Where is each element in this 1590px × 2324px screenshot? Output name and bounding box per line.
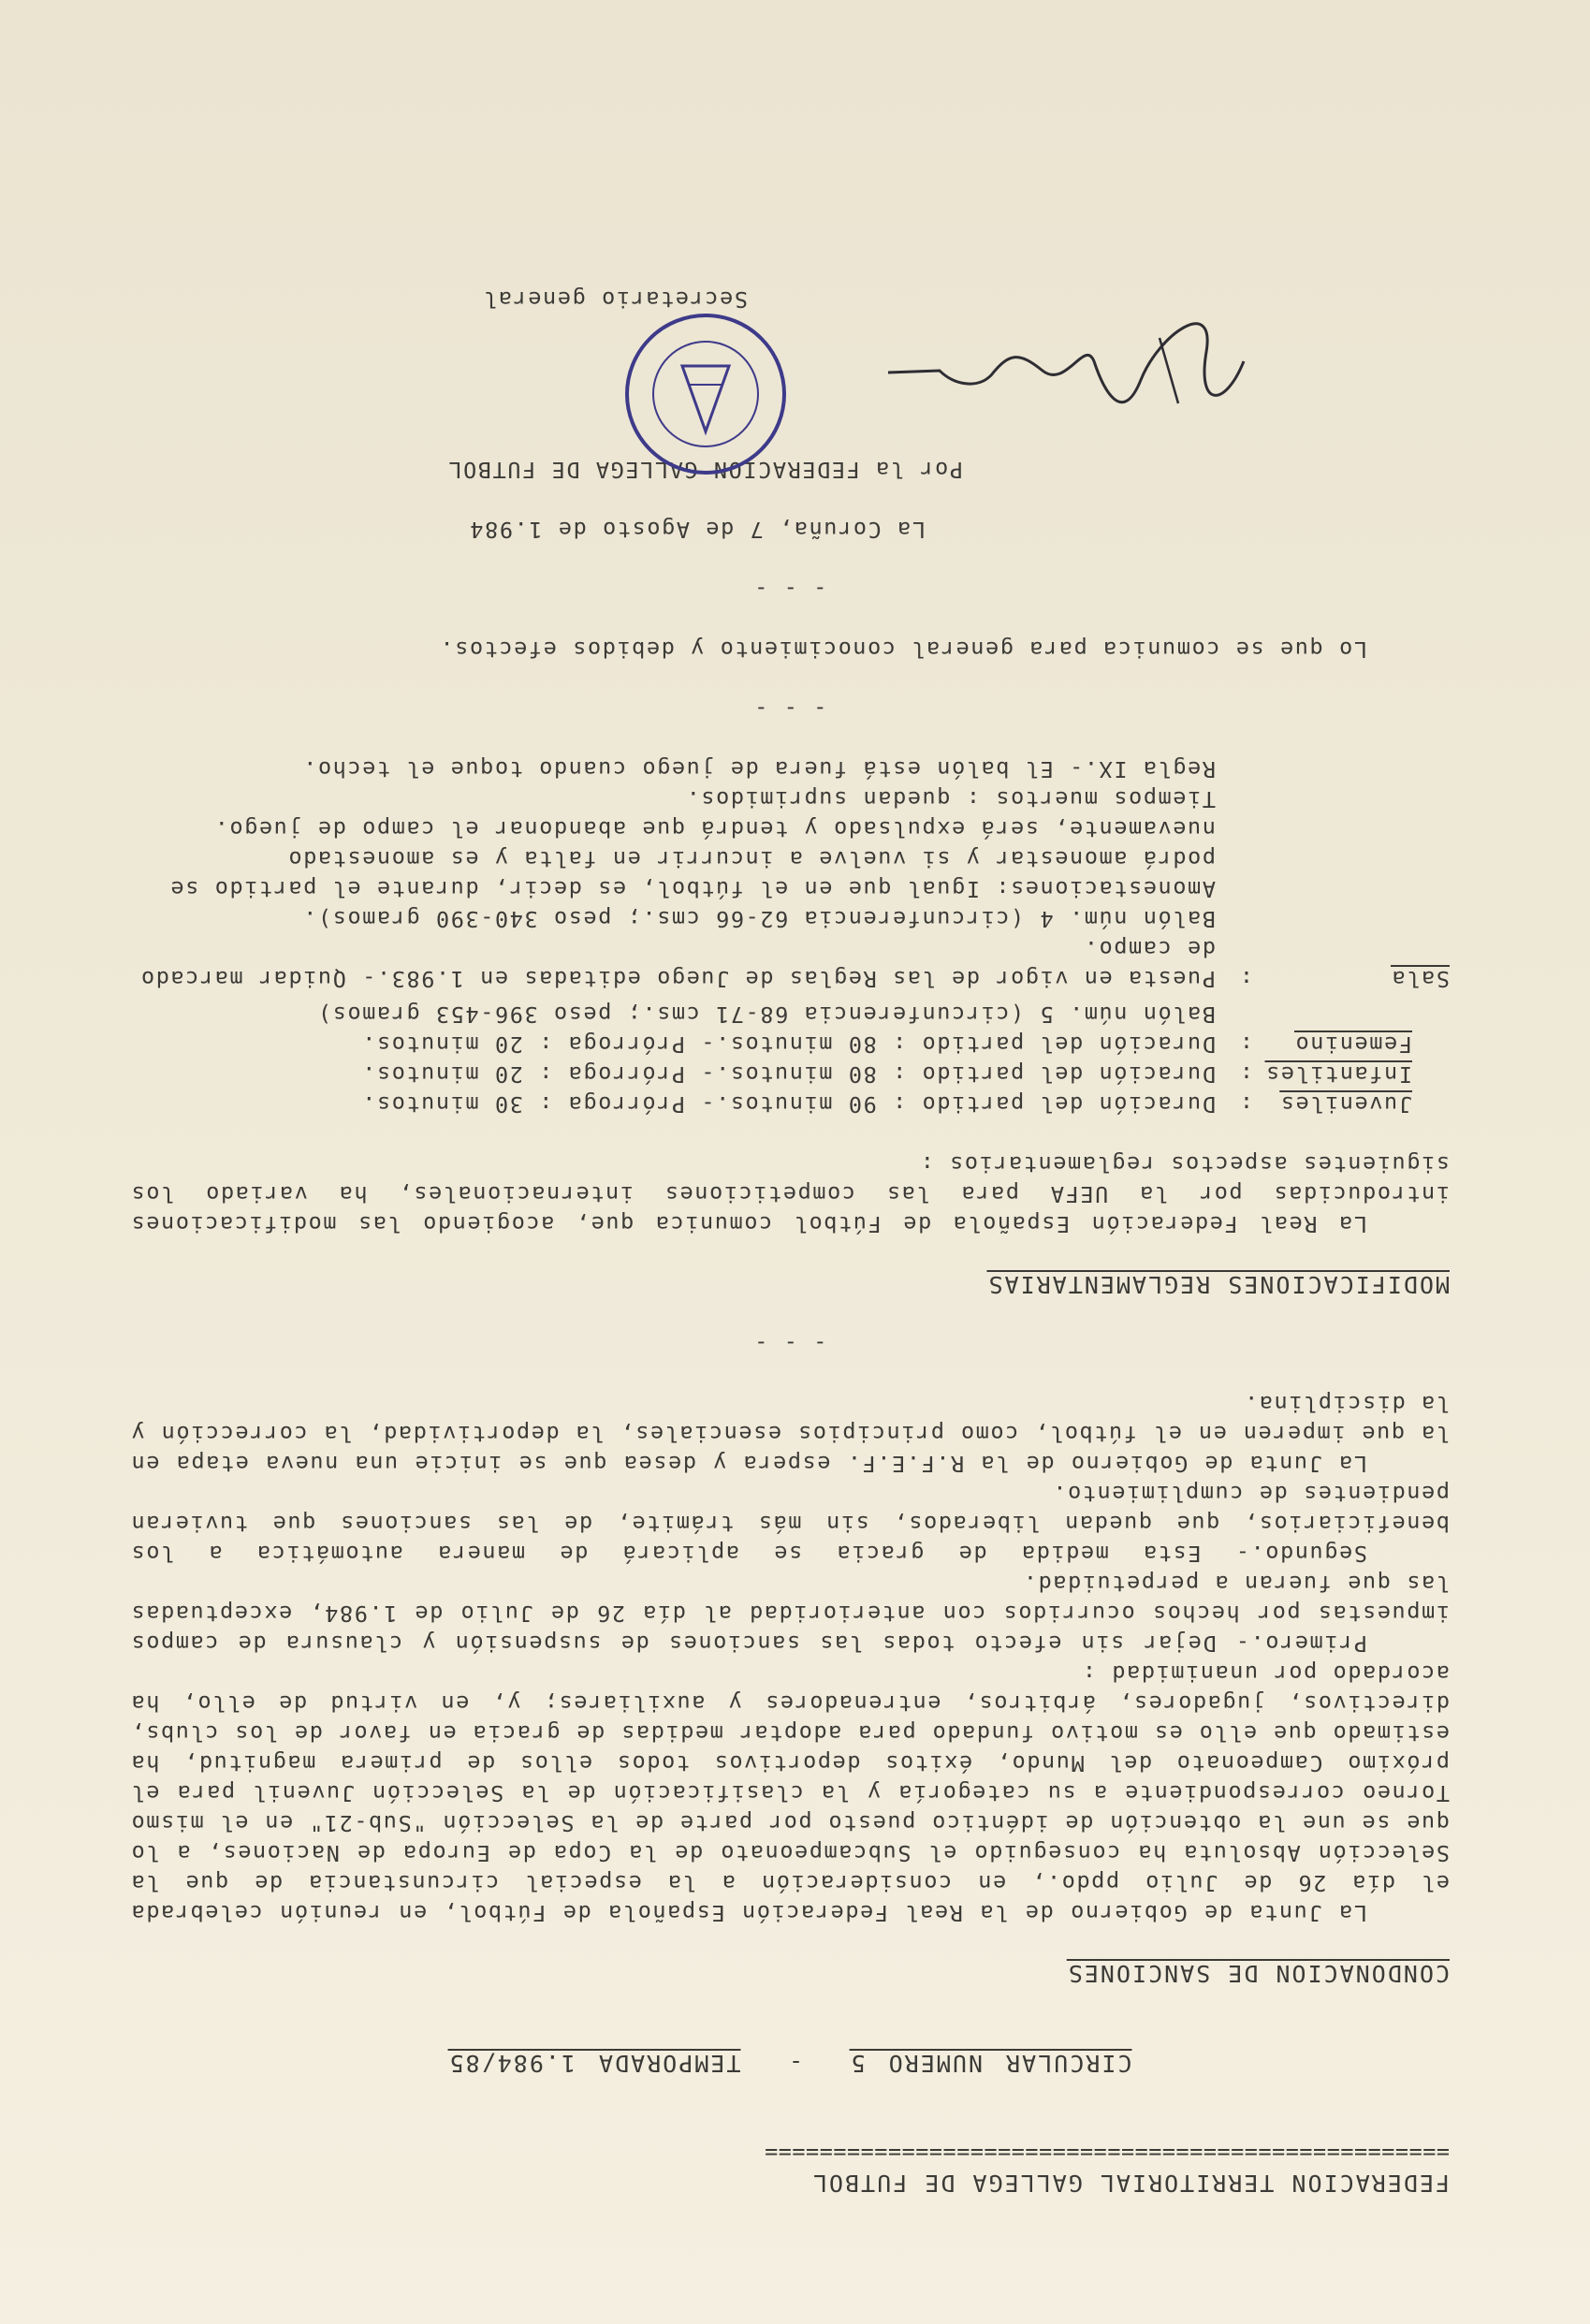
closing-text: Lo que se comunica para general conocimiento y debidos efectos. bbox=[438, 636, 1367, 663]
secretary-role: Secretario general bbox=[482, 286, 748, 313]
category-name: Infantiles bbox=[1264, 1061, 1412, 1088]
paragraph-junta: La Junta de Gobierno de la R.F.E.F. espera y desea que se inicie una nueva etapa en la que imperen en el fútbol, como principios esenciales, la deportividad, la corrección y la disciplina. bbox=[130, 1391, 1450, 1477]
document-body bbox=[130, 240, 1450, 2198]
category-name-sala: Sala bbox=[1391, 966, 1450, 992]
closing-by: Por la FEDERACION GALLEGA DE FUTBOL bbox=[446, 457, 963, 483]
season: TEMPORADA 1.984/85 bbox=[447, 2050, 741, 2077]
signature-block bbox=[130, 240, 1450, 455]
category-row: Femenino : Duración del partido : 80 minutos.- Prórroga : 20 minutos. bbox=[130, 1030, 1450, 1060]
category-text: Duración del partido : 80 minutos.- Prórroga : 20 minutos. bbox=[360, 1061, 1216, 1088]
divider: - - - bbox=[752, 1331, 827, 1357]
section-title-condonacion: CONDONACION DE SANCIONES bbox=[1066, 1960, 1450, 1987]
category-row: Infantiles : Duración del partido : 80 minutos.- Prórroga : 20 minutos. bbox=[130, 1060, 1450, 1089]
closing-date: La Coruña, 7 de Agosto de 1.984 bbox=[468, 517, 926, 543]
paragraph-segundo: Segundo.- Esta medida de gracia se aplicará de manera automática a los beneficiarios, que quedan liberados, sin más trámite, de las sanciones que tuvieran pendientes de cumplimiento. bbox=[130, 1481, 1450, 1567]
paragraph-intro: La Junta de Gobierno de la Real Federación Española de Fútbol, en reunión celebrada el día 26 de Julio ppdo., en consideración a la especial circunstancia de que la Selección Absoluta ha conseguido el Subcampeonato de la Copa de Europa de Naciones, a lo que se une la obtención de idéntico puesto por parte de la Selección "Sub-21" en el mismo Torneo correspondiente a su categoría y la clasificación de la Selección Juvenil para el próximo Campeonato del Mundo, éxitos deportivos todos ellos de primera magnitud, ha estimado que ello es motivo fundado para adoptar medidas de gracia en favor de los clubs, directivos, jugadores, árbitros, entrenadores y auxiliares; y, en virtud de ello, ha acordado por unanimidad : bbox=[130, 1660, 1450, 1926]
signature-icon bbox=[869, 314, 1262, 427]
circular-heading bbox=[130, 2048, 1450, 2078]
category-row-sala: Sala : Puesta en vigor de las Reglas de Juego editadas en 1.983.- Quidar marcado de campo. bbox=[130, 934, 1450, 994]
amonestaciones: Amonestaciones: Igual que en el fútbol, es decir, durante el partido se podrá amonestar y si vuelve a incurrir en falta y es amonestado nuevamente, será expulsado y tendrá que abandonar el campo de juego. bbox=[168, 816, 1216, 902]
circular-separator: - bbox=[787, 2050, 804, 2077]
header-rule: ================================================== bbox=[764, 2140, 1450, 2166]
divider: - - - bbox=[752, 696, 827, 723]
tiempos-muertos: Tiempos muertos : quedan suprimidos. bbox=[685, 786, 1216, 812]
organization-header: FEDERACION TERRITORIAL GALLEGA DE FUTBOL bbox=[810, 2170, 1450, 2197]
paragraph-primero: Primero.- Dejar sin efecto todas las sanciones de suspensión y clausura de campos impuestas por hechos ocurridos con anterioridad al día 26 de Julio de 1.984, exceptuadas las que fueran a perpetuidad. bbox=[130, 1571, 1450, 1657]
category-text: Duración del partido : 90 minutos.- Prórroga : 30 minutos. bbox=[360, 1091, 1216, 1118]
regla-ix: Regla IX.- El balón está fuera de juego cuando toque el techo. bbox=[301, 756, 1216, 782]
ball-size-4: Balón núm. 4 (circunferencia 62-66 cms.; peso 340-390 gramos). bbox=[301, 906, 1216, 932]
category-text: Duración del partido : 80 minutos.- Prórroga : 20 minutos. bbox=[360, 1031, 1216, 1058]
category-name: Juveniles bbox=[1279, 1091, 1412, 1118]
modificaciones-intro: La Real Federación Española de Fútbol comunica que, acogiendo las modificaciones introducidas por la UEFA para las competiciones internacionales, ha variado los siguientes aspectos reglamentarios : bbox=[130, 1151, 1450, 1237]
circular-number: CIRCULAR NUMERO 5 bbox=[849, 2050, 1132, 2077]
federation-stamp-icon bbox=[617, 305, 795, 483]
ball-size-5: Balón núm. 5 (circunferencia 68-71 cms.; peso 396-453 gramos) bbox=[316, 1001, 1216, 1028]
category-row: Juveniles : Duración del partido : 90 minutos.- Prórroga : 30 minutos. bbox=[130, 1089, 1450, 1119]
sala-rules: Puesta en vigor de las Reglas de Juego editadas en 1.983.- Quidar marcado de campo. bbox=[139, 936, 1216, 992]
category-name: Femenino bbox=[1294, 1031, 1412, 1058]
divider: - - - bbox=[752, 577, 827, 603]
section-title-modificaciones: MODIFICACIONES REGLAMENTARIAS bbox=[986, 1271, 1450, 1298]
